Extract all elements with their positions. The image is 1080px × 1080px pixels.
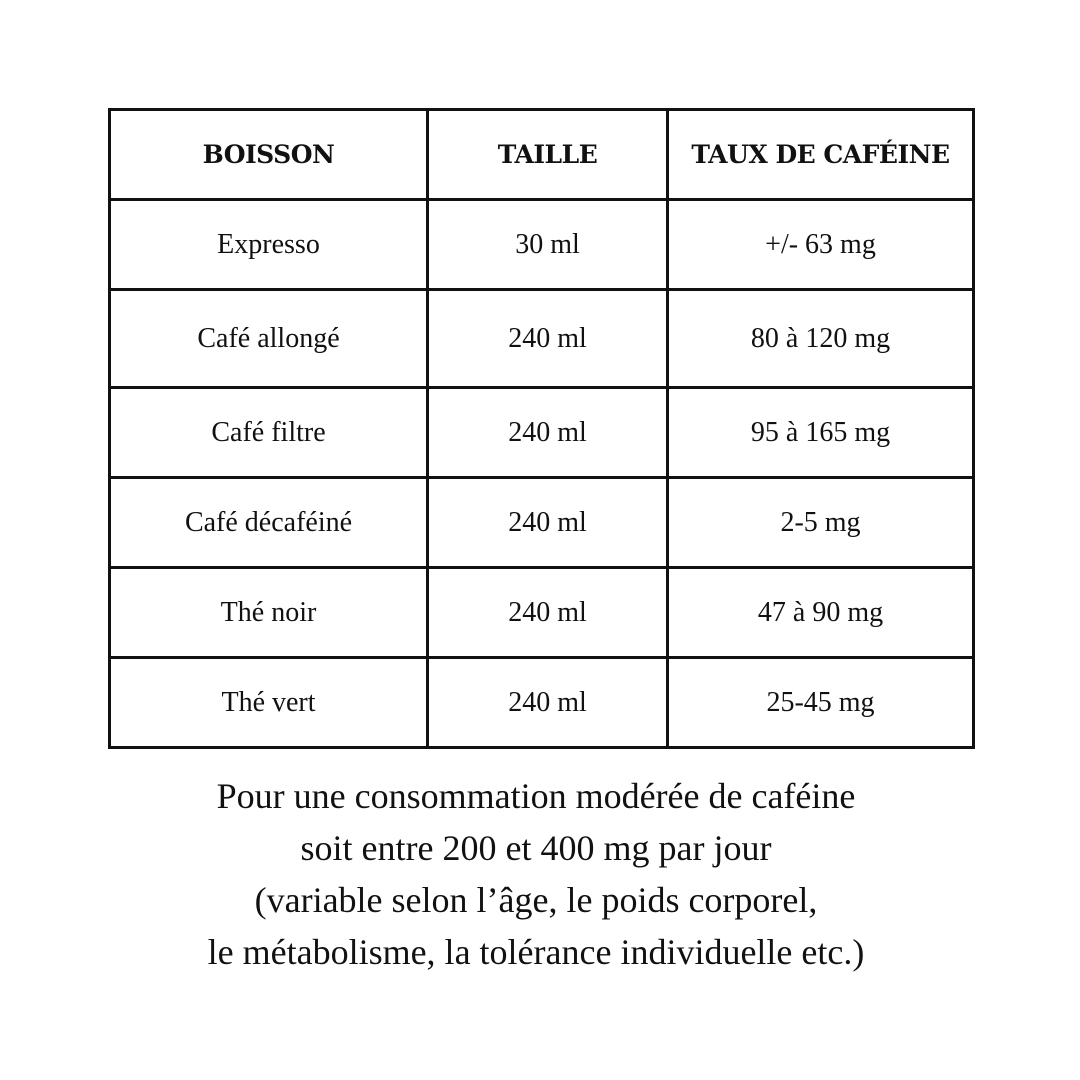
table-row [110,388,974,478]
cell-taille: 30 ml [428,200,668,290]
cell-cafeine: 25-45 mg [668,658,974,748]
cell-cafeine: 47 à 90 mg [668,568,974,658]
cell-cafeine: +/- 63 mg [668,200,974,290]
table-row [110,658,974,748]
cell-taille: 240 ml [428,290,668,388]
header-boisson: BOISSON [110,110,428,200]
note-line: (variable selon l’âge, le poids corporel, [254,880,818,920]
table-row [110,290,974,388]
table-row [110,568,974,658]
note-line: soit entre 200 et 400 mg par jour [300,828,772,868]
cell-taille: 240 ml [428,658,668,748]
note-line: Pour une consommation modérée de caféine [216,776,856,816]
cell-cafeine: 95 à 165 mg [668,388,974,478]
cell-taille: 240 ml [428,568,668,658]
cell-boisson: Café filtre [110,388,428,478]
cell-boisson: Thé noir [110,568,428,658]
consumption-note [0,770,1072,978]
cell-boisson: Café allongé [110,290,428,388]
cell-cafeine: 2-5 mg [668,478,974,568]
table-header-row [110,110,974,200]
header-taille: TAILLE [428,110,668,200]
caffeine-table-container [108,108,972,749]
cell-taille: 240 ml [428,388,668,478]
cell-taille: 240 ml [428,478,668,568]
note-line: le métabolisme, la tolérance individuelle etc.) [207,932,865,972]
cell-boisson: Café décaféiné [110,478,428,568]
table-row [110,478,974,568]
caffeine-table [108,108,975,749]
table-row [110,200,974,290]
cell-boisson: Expresso [110,200,428,290]
cell-boisson: Thé vert [110,658,428,748]
header-taux-de-cafeine: TAUX DE CAFÉINE [668,110,974,200]
cell-cafeine: 80 à 120 mg [668,290,974,388]
